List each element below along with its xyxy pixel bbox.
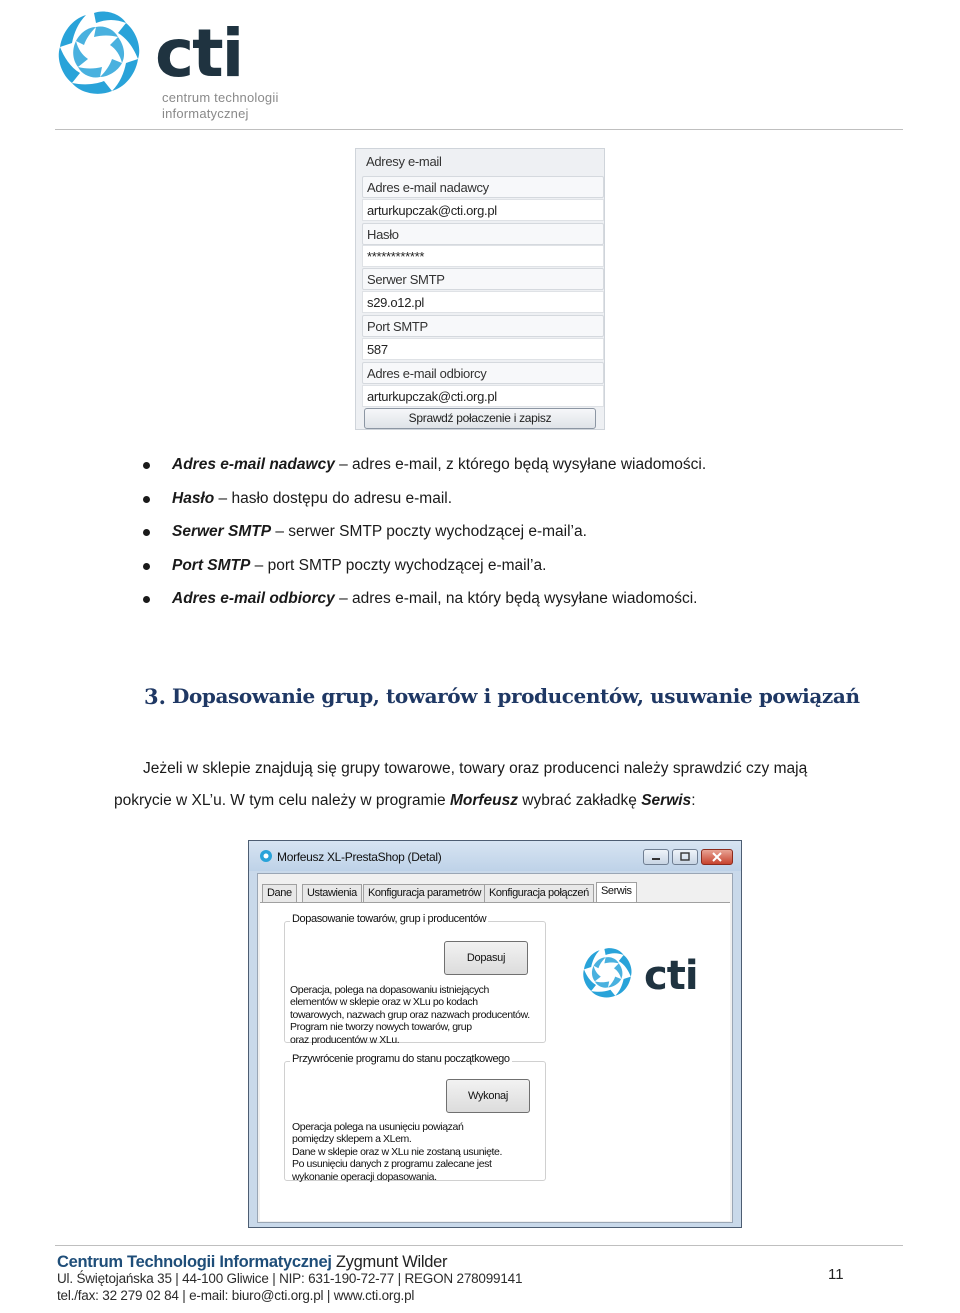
paragraph-line-1: Jeżeli w sklepie znajdują się grupy towarowe, towary oraz producenci należy sprawdzić czy mają bbox=[143, 760, 808, 777]
tab-dane[interactable]: Dane bbox=[262, 884, 297, 902]
logo-subtitle-line2: informatycznej bbox=[162, 106, 249, 121]
reset-group-title: Przywrócenie programu do stanu początkowego bbox=[292, 1053, 510, 1065]
logo-swirl-icon bbox=[583, 948, 631, 997]
list-item: Serwer SMTP – serwer SMTP poczty wychodzącej e-mail’a. bbox=[140, 520, 706, 554]
footer-address: Ul. Świętojańska 35 | 44-100 Gliwice | NIP: 631-190-72-77 | REGON 278099141 bbox=[57, 1271, 523, 1286]
program-name: Morfeusz bbox=[449, 792, 518, 809]
reset-description: Operacja polega na usunięciu powiązań pomiędzy sklepem a XLem. Dane w sklepie oraz w XLu nie zostaną usunięte. Po usunięciu danych z programu zalecane jest wykonanie operacji dopasowania. bbox=[292, 1121, 503, 1183]
smtp-server-field[interactable]: s29.o12.pl bbox=[362, 291, 604, 313]
field-description-list bbox=[140, 453, 706, 621]
page-number: 11 bbox=[828, 1266, 844, 1283]
recipient-field[interactable]: arturkupczak@cti.org.pl bbox=[362, 385, 604, 407]
tab-konfiguracja-parametrow[interactable]: Konfiguracja parametrów bbox=[363, 884, 486, 902]
logo-subtitle-line1: centrum technologii bbox=[162, 90, 279, 105]
window-title-bar[interactable] bbox=[249, 841, 741, 871]
match-button[interactable]: Dopasuj bbox=[444, 941, 528, 975]
bullet-icon bbox=[143, 596, 150, 603]
bullet-icon bbox=[143, 563, 150, 570]
svg-text:cti: cti bbox=[155, 15, 243, 92]
matching-group-title: Dopasowanie towarów, grup i producentów bbox=[292, 913, 487, 925]
morfeusz-window bbox=[248, 840, 742, 1228]
password-label: Hasło bbox=[362, 223, 604, 245]
check-connection-button[interactable]: Sprawdź połaczenie i zapisz bbox=[364, 408, 596, 429]
app-cti-logo bbox=[582, 945, 722, 1010]
execute-button[interactable]: Wykonaj bbox=[446, 1079, 530, 1113]
tab-serwis[interactable]: Serwis bbox=[596, 882, 637, 903]
footer-contact: tel./fax: 32 279 02 84 | e-mail: biuro@cti.org.pl | www.cti.org.pl bbox=[57, 1288, 415, 1303]
minimize-button[interactable] bbox=[643, 849, 669, 865]
bullet-icon bbox=[143, 462, 150, 469]
tab-ustawienia[interactable]: Ustawienia bbox=[302, 884, 362, 902]
list-item: Adres e-mail odbiorcy – adres e-mail, na który będą wysyłane wiadomości. bbox=[140, 587, 706, 621]
paragraph-line-2: pokrycie w XL’u. W tym celu należy w programie Morfeusz wybrać zakładkę Serwis: bbox=[114, 792, 696, 809]
minimize-icon bbox=[644, 850, 668, 864]
matching-description: Operacja, polega na dopasowaniu istniejących elementów w sklepie oraz w XLu po kodach towarowych, nazwach grup oraz nazwach producentów. Program nie tworzy nowych towarów, grup oraz producentów w XLu. bbox=[290, 984, 530, 1046]
footer-divider bbox=[55, 1245, 903, 1246]
smtp-port-label: Port SMTP bbox=[362, 315, 604, 337]
header-divider bbox=[55, 129, 903, 130]
sender-field[interactable]: arturkupczak@cti.org.pl bbox=[362, 199, 604, 221]
tab-name: Serwis bbox=[641, 792, 692, 809]
section-title: Dopasowanie grup, towarów i producentów, usuwanie powiązań bbox=[172, 684, 860, 708]
smtp-port-field[interactable]: 587 bbox=[362, 338, 604, 360]
maximize-icon bbox=[673, 850, 697, 864]
serwis-tab-page bbox=[260, 903, 730, 1221]
mail-settings-panel bbox=[355, 148, 605, 430]
bullet-icon bbox=[143, 496, 150, 503]
close-icon bbox=[702, 850, 732, 864]
list-item: Hasło – hasło dostępu do adresu e-mail. bbox=[140, 487, 706, 521]
footer-company-name: Centrum Technologii Informatycznej Zygmunt Wilder bbox=[57, 1253, 448, 1271]
recipient-label: Adres e-mail odbiorcy bbox=[362, 362, 604, 384]
window-client-area bbox=[257, 873, 733, 1223]
app-icon bbox=[259, 849, 273, 863]
tab-konfiguracja-polaczen[interactable]: Konfiguracja połączeń bbox=[484, 884, 594, 902]
list-item: Adres e-mail nadawcy – adres e-mail, z którego będą wysyłane wiadomości. bbox=[140, 453, 706, 487]
password-field[interactable]: ************ bbox=[362, 245, 604, 267]
logo-swirl-icon bbox=[59, 11, 140, 93]
close-button[interactable] bbox=[701, 849, 733, 865]
maximize-button[interactable] bbox=[672, 849, 698, 865]
list-item: Port SMTP – port SMTP poczty wychodzącej e-mail’a. bbox=[140, 554, 706, 588]
mail-section-label: Adresy e-mail bbox=[366, 154, 442, 169]
svg-text:cti: cti bbox=[644, 953, 698, 999]
bullet-icon bbox=[143, 529, 150, 536]
smtp-server-label: Serwer SMTP bbox=[362, 268, 604, 290]
section-number: 3. bbox=[144, 684, 166, 709]
sender-label: Adres e-mail nadawcy bbox=[362, 176, 604, 198]
window-title: Morfeusz XL-PrestaShop (Detal) bbox=[277, 850, 442, 864]
